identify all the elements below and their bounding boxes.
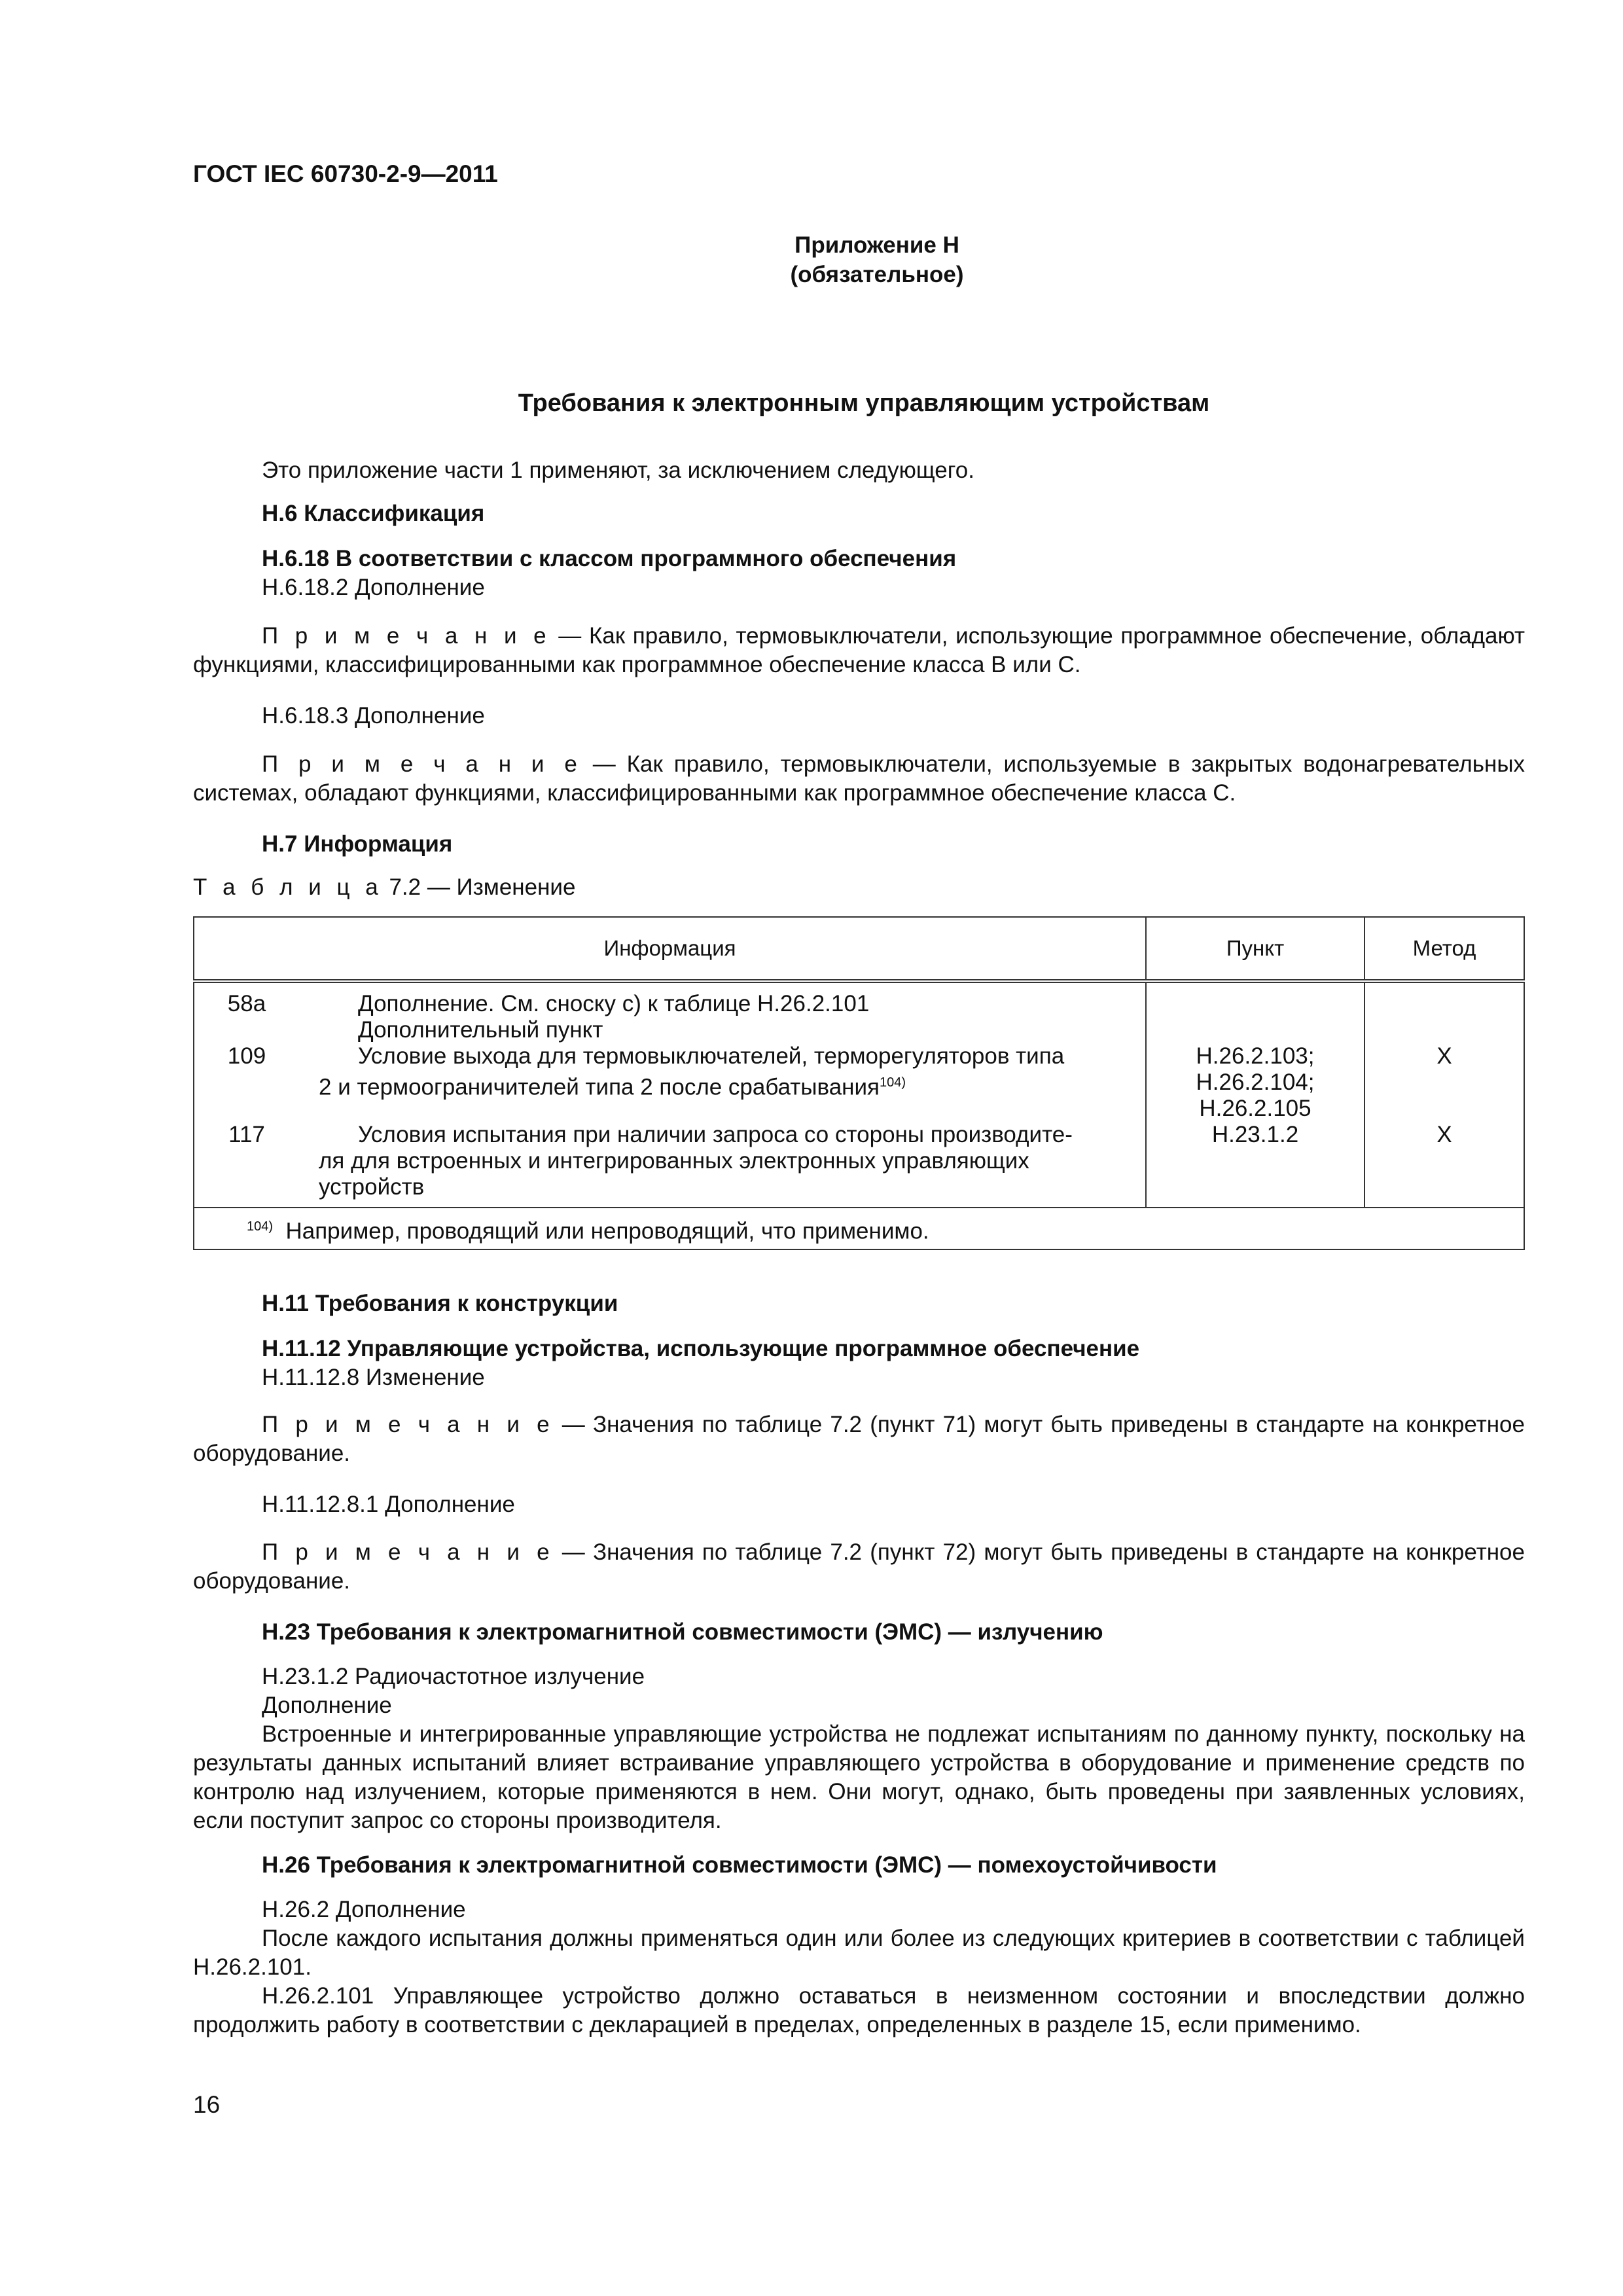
table-caption-text: 7.2 — Изменение xyxy=(382,874,576,900)
row-109-line1: Условие выхода для термовыключателей, терморегуляторов типа xyxy=(358,1043,1065,1069)
intro-text: Это приложение части 1 применяют, за исключением следующего. xyxy=(262,457,974,483)
h2312-paragraph: Встроенные и интегрированные управляющие устройства не подлежат испытаниям по данному пункту, поскольку на результаты данных испытаний влияет встраивание управляющего устройства в оборудование и применение средств по контролю над излучением, которые применяются в нем. Они могут, однако, быть проведены при заявленных условиях, если поступит запрос со стороны производителя. xyxy=(193,1721,1525,1833)
table-header-row xyxy=(194,917,1524,981)
row-58a-line1: Дополнение. См. сноску c) к таблице H.26.2.101 xyxy=(358,991,870,1016)
row-numbers-cell xyxy=(194,981,299,1208)
row-109-item-2: H.26.2.104; xyxy=(1196,1069,1315,1095)
section-h262-heading: H.26.2 Дополнение xyxy=(262,1897,466,1922)
annex-status: (обязательное) xyxy=(790,262,964,287)
note-3-text: — Значения по таблице 7.2 (пункт 71) могут быть приведены в стандарте на конкретное оборудование. xyxy=(193,1412,1525,1466)
note-label: П р и м е ч а н и е xyxy=(262,751,582,777)
h262-paragraph: После каждого испытания должны применяться один или более из следующих критериев в соответствии с таблицей H.26.2.101. xyxy=(193,1926,1525,1980)
row-109-line2-text: 2 и термоограничителей типа 2 после срабатывания xyxy=(319,1074,880,1100)
section-h26-heading: H.26 Требования к электромагнитной совместимости (ЭМС) — помехоустойчивости xyxy=(262,1852,1217,1878)
standard-code-header: ГОСТ IEC 60730-2-9—2011 xyxy=(193,160,498,187)
row-117-line1: Условия испытания при наличии запроса со стороны производите- xyxy=(358,1122,1073,1147)
table-footnote xyxy=(194,1208,1524,1249)
spacer xyxy=(1378,1017,1510,1043)
row-info-cell xyxy=(299,981,1146,1208)
row-method-cell xyxy=(1364,981,1524,1208)
spacer xyxy=(1160,991,1351,1017)
section-h6182-heading: H.6.18.2 Дополнение xyxy=(262,575,485,600)
row-109-item-3: H.26.2.105 xyxy=(1199,1096,1311,1121)
table-footnote-row xyxy=(194,1208,1524,1249)
note-2-text: — Как правило, термовыключатели, используемые в закрытых водонагревательных системах, обладают функциями, классифицированными как программное обеспечение класса C. xyxy=(193,751,1525,806)
row-item-cell xyxy=(1146,981,1364,1208)
table-caption xyxy=(193,873,575,902)
row-109-line2 xyxy=(299,1069,1132,1100)
section-h6183-heading: H.6.18.3 Дополнение xyxy=(262,703,485,728)
spacer xyxy=(1378,991,1510,1017)
row-number-109: 109 xyxy=(227,1043,266,1069)
section-h111281-heading: H.11.12.8.1 Дополнение xyxy=(262,1492,515,1517)
spacer xyxy=(194,1069,299,1096)
note-1 xyxy=(193,622,1525,679)
row-number-117: 117 xyxy=(228,1122,265,1147)
section-h618-heading: H.6.18 В соответствии с классом программного обеспечения xyxy=(262,546,957,571)
row-109-method: X xyxy=(1436,1043,1452,1069)
note-3 xyxy=(193,1410,1525,1468)
annex-label: Приложение H xyxy=(794,232,959,258)
row-58a-line2: Дополнительный пункт xyxy=(358,1017,603,1043)
h262101-paragraph: H.26.2.101 Управляющее устройство должно оставаться в неизменном состоянии и впоследствии должно продолжить работу в соответствии с декларацией в пределах, определенных в разделе 15, если применимо. xyxy=(193,1983,1525,2037)
header-info: Информация xyxy=(194,917,1146,981)
annex-title: Требования к электронным управляющим устройствам xyxy=(518,389,1210,417)
row-109-item-1: H.26.2.103; xyxy=(1196,1043,1315,1069)
note-4 xyxy=(193,1538,1525,1596)
footnote-ref-104: 104) xyxy=(880,1075,906,1090)
section-h11-heading: H.11 Требования к конструкции xyxy=(262,1291,618,1316)
table-body-row xyxy=(194,981,1524,1208)
section-h1112-heading: H.11.12 Управляющие устройства, использующие программное обеспечение xyxy=(262,1336,1140,1361)
section-h23-heading: H.23 Требования к электромагнитной совместимости (ЭМС) — излучению xyxy=(262,1619,1103,1645)
row-117-line3: устройств xyxy=(319,1174,425,1200)
row-117-line2: ля для встроенных и интегрированных электронных управляющих xyxy=(319,1148,1029,1174)
table-7-2 xyxy=(193,916,1525,1250)
note-label: П р и м е ч а н и е xyxy=(262,1539,554,1565)
row-number-58a: 58a xyxy=(227,991,266,1016)
spacer xyxy=(194,1017,299,1043)
footnote-text: Например, проводящий или непроводящий, что применимо. xyxy=(285,1218,929,1244)
footnote-mark: 104) xyxy=(247,1219,274,1234)
page-number: 16 xyxy=(193,2091,221,2118)
section-h7-heading: H.7 Информация xyxy=(262,831,453,857)
spacer xyxy=(1378,1096,1510,1122)
table-caption-label: Т а б л и ц а xyxy=(193,874,383,900)
note-label: П р и м е ч а н и е xyxy=(262,1412,554,1437)
header-method: Метод xyxy=(1364,917,1524,981)
note-label: П р и м е ч а н и е xyxy=(262,623,551,649)
note-4-text: — Значения по таблице 7.2 (пункт 72) могут быть приведены в стандарте на конкретное оборудование. xyxy=(193,1539,1525,1594)
spacer xyxy=(194,1096,299,1122)
row-117-method: X xyxy=(1436,1122,1452,1147)
section-h11128-heading: H.11.12.8 Изменение xyxy=(262,1365,485,1390)
row-117-item: H.23.1.2 xyxy=(1211,1122,1299,1147)
section-h2312-addition: Дополнение xyxy=(262,1693,392,1718)
header-item: Пункт xyxy=(1146,917,1364,981)
note-2 xyxy=(193,750,1525,808)
section-h2312-heading: H.23.1.2 Радиочастотное излучение xyxy=(262,1664,645,1689)
spacer xyxy=(1378,1069,1510,1096)
note-1-text: — Как правило, термовыключатели, использующие программное обеспечение, обладают функциями, классифицированными как программное обеспечение класса B или C. xyxy=(193,623,1525,677)
spacer xyxy=(1160,1017,1351,1043)
section-h6-heading: H.6 Классификация xyxy=(262,501,485,526)
